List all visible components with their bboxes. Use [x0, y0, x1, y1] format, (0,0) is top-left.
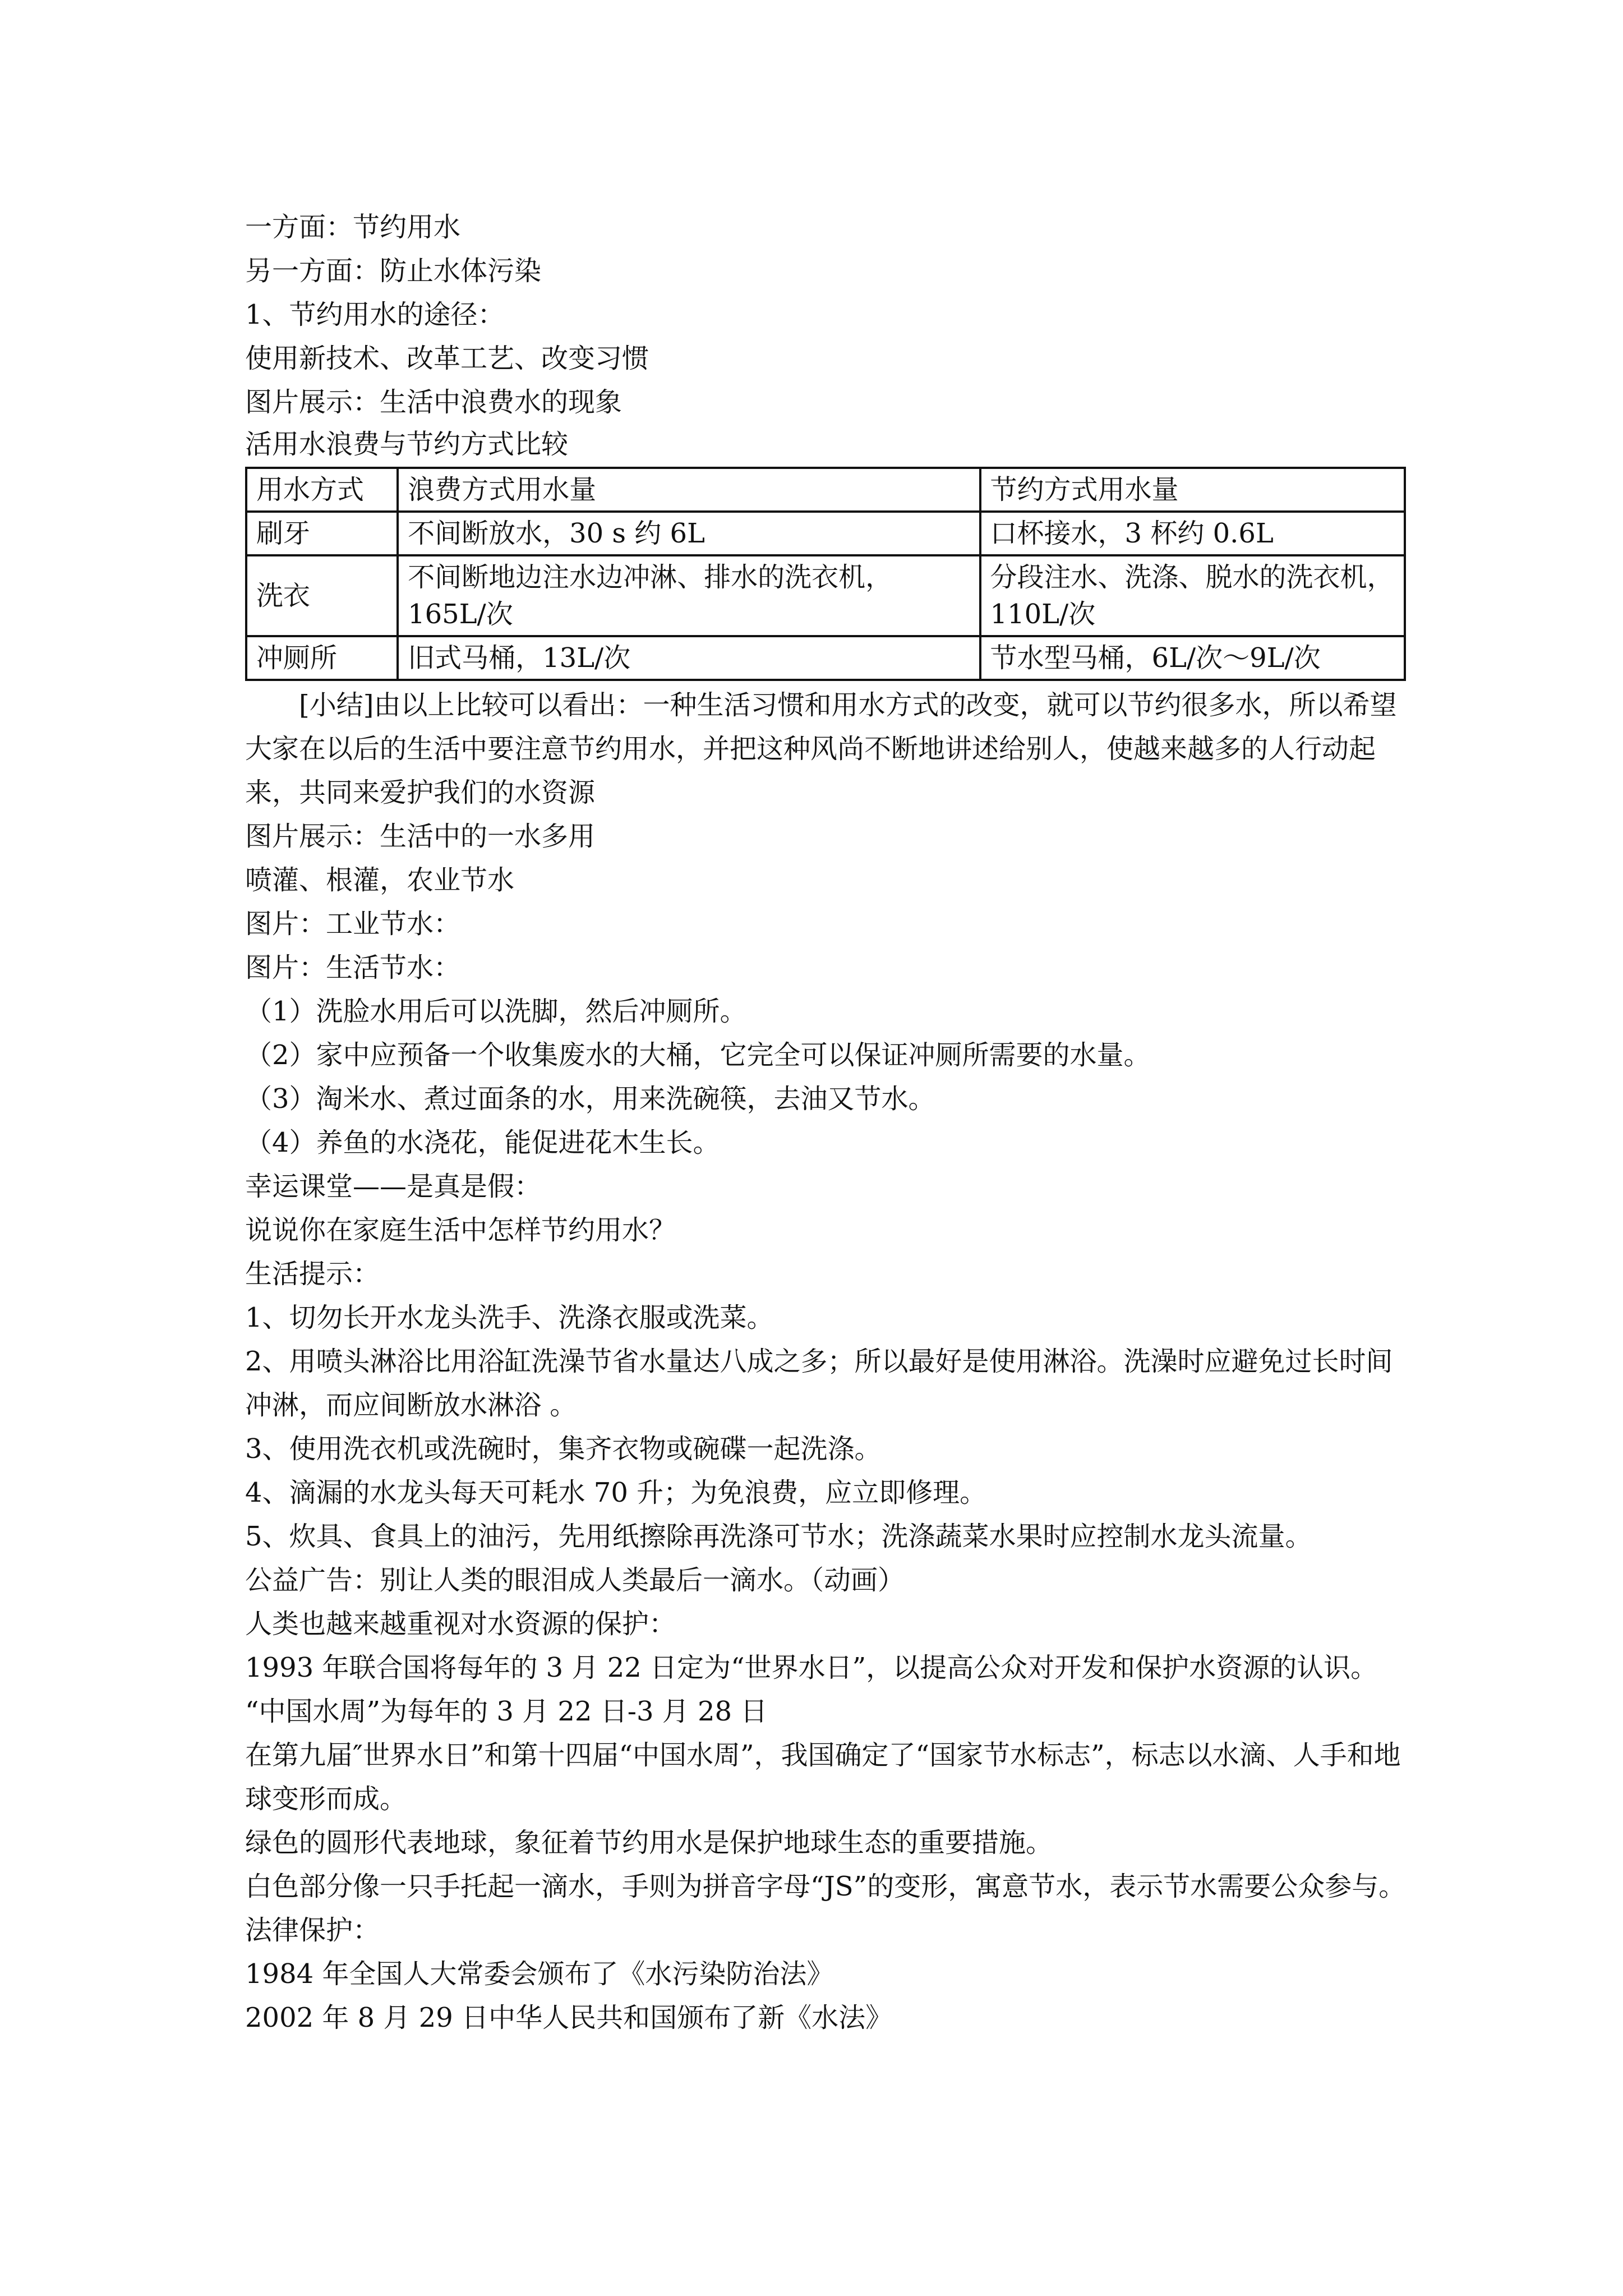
- table-header-cell: 用水方式: [246, 468, 398, 512]
- table-header-cell: 浪费方式用水量: [398, 468, 980, 512]
- table-cell: 旧式马桶，13L/次: [398, 636, 980, 680]
- table-cell: 冲厕所: [246, 636, 398, 680]
- text-line: 生活提示：: [245, 1258, 380, 1290]
- text-line: 人类也越来越重视对水资源的保护：: [245, 1608, 676, 1640]
- table-header-cell: 节约方式用水量: [980, 468, 1405, 512]
- text-line: 绿色的圆形代表地球，象征着节约用水是保护地球生态的重要措施。: [245, 1827, 1053, 1858]
- text-line: 图片：工业节水：: [245, 908, 461, 940]
- table-header-row: [246, 468, 1405, 512]
- text-line: 说说你在家庭生活中怎样节约用水？: [245, 1214, 676, 1246]
- text-line: 另一方面：防止水体污染: [245, 255, 542, 287]
- table-cell: 不间断地边注水边冲淋、排水的洗衣机，165L/次: [398, 555, 980, 636]
- list-item: 5、炊具、食具上的油污，先用纸擦除再洗涤可节水；洗涤蔬菜水果时应控制水龙头流量。: [245, 1521, 1312, 1552]
- table-cell: 刷牙: [246, 512, 398, 555]
- text-paragraph: 在第九届″世界水日”和第十四届“中国水周”，我国确定了“国家节水标志”，标志以水滴、人手和地球变形而成。: [245, 1740, 1401, 1815]
- document-body: [245, 205, 1406, 2040]
- text-line: 一方面：节约用水: [245, 211, 461, 243]
- table-cell: 洗衣: [246, 555, 398, 636]
- text-line: 喷灌、根灌，农业节水: [245, 864, 515, 896]
- text-paragraph: 1993 年联合国将每年的 3 月 22 日定为“世界水日”，以提高公众对开发和保护水资源的认识。: [245, 1652, 1378, 1683]
- table-cell: 节水型马桶，6L/次～9L/次: [980, 636, 1405, 680]
- comparison-table: [245, 467, 1406, 681]
- list-item: 1、切勿长开水龙头洗手、洗涤衣服或洗菜。: [245, 1302, 774, 1333]
- summary-paragraph: [小结]由以上比较可以看出：一种生活习惯和用水方式的改变，就可以节约很多水，所以希望大家在以后的生活中要注意节约用水，并把这种风尚不断地讲述给别人，使越来越多的人行动起来，共同来爱护我们的水资源: [245, 689, 1397, 808]
- text-line: “中国水周”为每年的 3 月 22 日-3 月 28 日: [245, 1696, 768, 1727]
- text-line: 法律保护：: [245, 1915, 380, 1946]
- list-item: 4、滴漏的水龙头每天可耗水 70 升；为免浪费，应立即修理。: [245, 1477, 987, 1508]
- list-item: 3、使用洗衣机或洗碗时，集齐衣物或碗碟一起洗涤。: [245, 1433, 882, 1465]
- table-row: [246, 636, 1405, 680]
- table-cell: 分段注水、洗涤、脱水的洗衣机，110L/次: [980, 555, 1405, 636]
- list-item: （2）家中应预备一个收集废水的大桶，它完全可以保证冲厕所需要的水量。: [245, 1039, 1151, 1071]
- table-row: [246, 512, 1405, 555]
- list-item: 2、用喷头淋浴比用浴缸洗澡节省水量达八成之多；所以最好是使用淋浴。洗澡时应避免过长时间冲淋，而应间断放水淋浴 。: [245, 1346, 1393, 1421]
- text-line: 图片展示：生活中浪费水的现象: [245, 386, 623, 418]
- text-line: 公益广告：别让人类的眼泪成人类最后一滴水。（动画）: [245, 1565, 905, 1596]
- text-line: 2002 年 8 月 29 日中华人民共和国颁布了新《水法》: [245, 2002, 893, 2033]
- list-item: （3）淘米水、煮过面条的水，用来洗碗筷，去油又节水。: [245, 1083, 935, 1115]
- text-line: 幸运课堂——是真是假：: [245, 1171, 542, 1202]
- list-item: （4）养鱼的水浇花，能促进花木生长。: [245, 1127, 720, 1158]
- text-line: 使用新技术、改革工艺、改变习惯: [245, 343, 649, 374]
- text-line: 图片展示：生活中的一水多用: [245, 821, 596, 852]
- table-caption: 活用水浪费与节约方式比较: [245, 429, 569, 460]
- table-row: [246, 555, 1405, 636]
- list-item: （1）洗脸水用后可以洗脚，然后冲厕所。: [245, 996, 747, 1027]
- table-cell: 不间断放水，30 s 约 6L: [398, 512, 980, 555]
- text-paragraph: 白色部分像一只手托起一滴水，手则为拼音字母“JS”的变形，寓意节水，表示节水需要公众参与。: [245, 1871, 1406, 1902]
- text-line: 图片：生活节水：: [245, 952, 461, 983]
- table-cell: 口杯接水，3 杯约 0.6L: [980, 512, 1405, 555]
- text-line: 1、节约用水的途径：: [245, 299, 505, 330]
- text-line: 1984 年全国人大常委会颁布了《水污染防治法》: [245, 1958, 834, 1990]
